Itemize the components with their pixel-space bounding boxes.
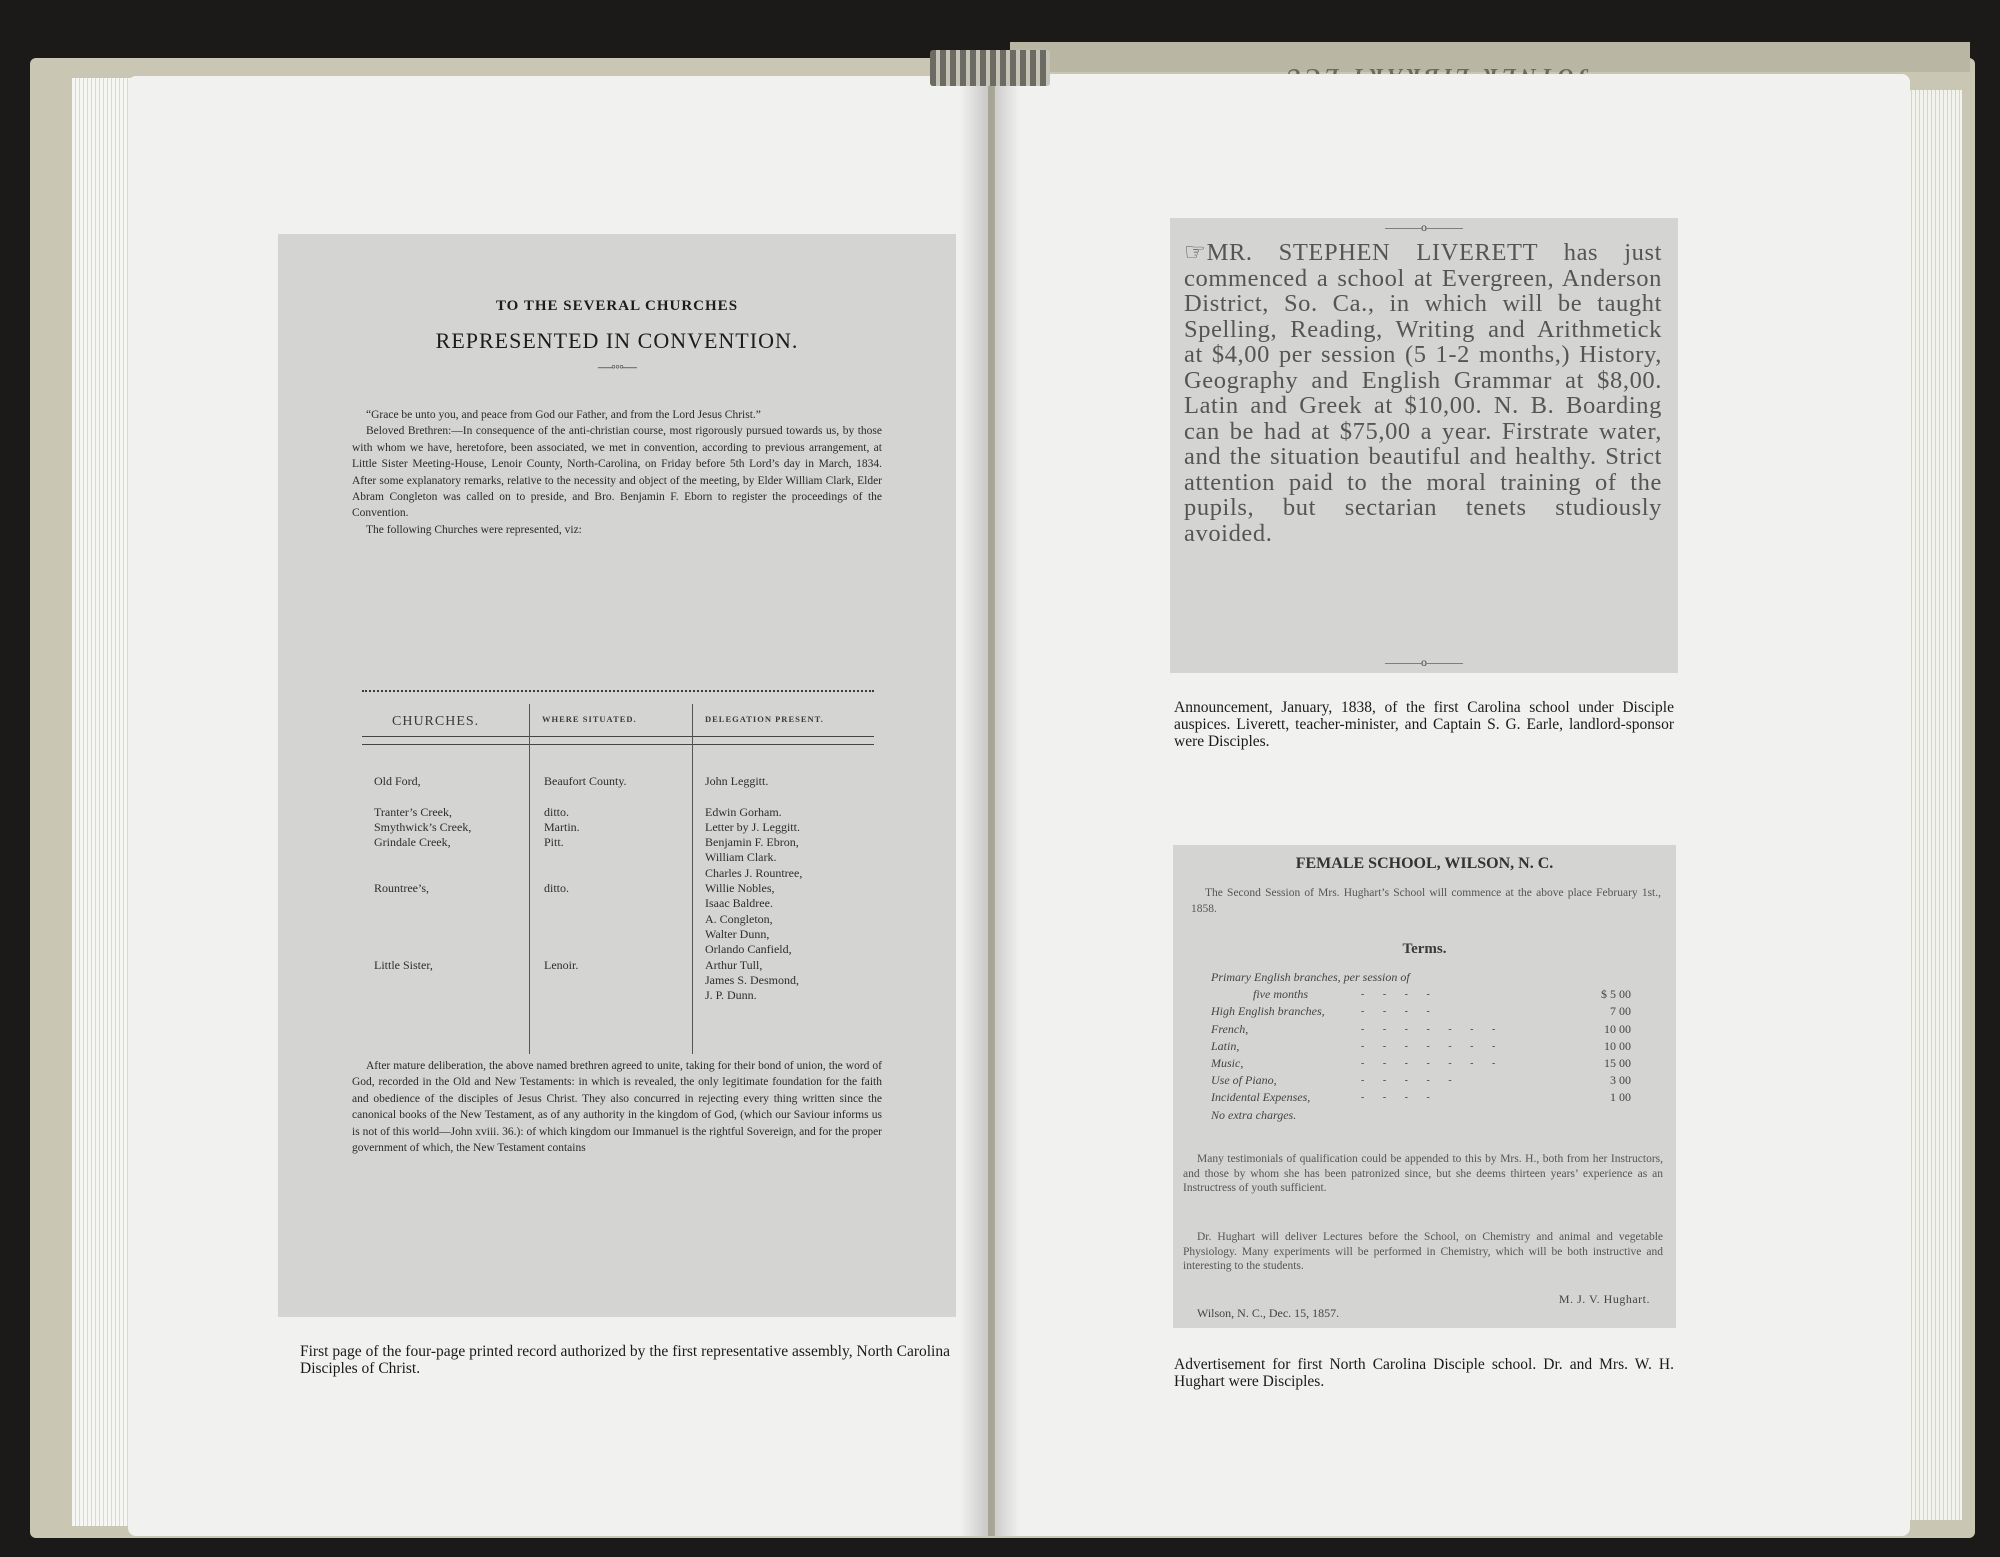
table-cell: ditto. [544,881,570,896]
term-dots: - - - - [1361,1092,1438,1104]
liverett-announcement-plate [1170,218,1678,673]
testimonials-paragraph: Many testimonials of qualification could be appended to this by Mrs. H., both from her Instructors, and those by whom she has been patronized since, but she deems thirteen years’ experience as an Instructress of youth sufficient. [1183,1153,1663,1194]
churches-intro: The following Churches were represented, viz: [366,523,582,536]
table-cell [544,896,684,911]
terms-row [1211,1055,1631,1072]
column-divider [529,704,530,1054]
table-cell [544,927,684,942]
book-gutter [960,70,1020,1536]
liverett-caption: Announcement, January, 1838, of the first Carolina school under Disciple auspices. Liverett, teacher-minister, and Captain S. G. Earle, landlord-sponsor were Disciples. [1174,699,1674,750]
term-label: French, [1211,1021,1249,1036]
opening-text [352,407,882,538]
ornament-divider: ———o——— [1385,220,1463,234]
terms-row [1211,1072,1631,1089]
table-cell [544,912,684,927]
greeting-quote: “Grace be unto you, and peace from God our Father, and from the Lord Jesus Christ.” [366,409,761,421]
term-label: Incidental Expenses, [1211,1090,1311,1105]
terms-row [1211,1003,1631,1020]
table-cell: J. P. Dunn. [705,988,757,1003]
situated-column [544,774,684,973]
term-price: 10 00 [1604,1038,1631,1053]
term-label: Use of Piano, [1211,1073,1277,1088]
table-cell: Benjamin F. Ebron, [705,835,799,850]
ornament-divider: —◦◦◦— [598,360,636,375]
table-cell: Tranter’s Creek, [374,804,452,819]
table-cell: Letter by J. Leggitt. [705,819,800,834]
female-school-caption: Advertisement for first North Carolina Disciple school. Dr. and Mrs. W. H. Hughart were Disciples. [1174,1356,1674,1390]
churches-table [362,704,874,1064]
terms-row [1211,1038,1631,1055]
header-churches: CHURCHES. [392,714,480,729]
wavy-rule [362,690,874,696]
table-cell [374,850,524,865]
ornament-divider: ———o——— [1385,655,1463,669]
terms-row [1211,1021,1631,1038]
table-cell [374,789,524,804]
dateline: Wilson, N. C., Dec. 15, 1857. [1197,1306,1340,1320]
female-school-intro: The Second Session of Mrs. Hughart’s School will commence at the above place February 1st., 1858. [1191,887,1661,915]
term-dots: - - - - - [1361,1075,1460,1087]
liverett-announcement-text: ☞MR. STEPHEN LIVERETT has just commenced a school at Evergreen, Anderson District, So. Ca., in which will be taught Spelling, Reading, Writing and Arithmetick at $4,00 per session (5 1-2 months,) History, Geography and English Grammar at $8,00. Latin and Greek at $10,00. N. B. Boarding can be had at $75,00 a year. Firstrate water, and the situation beautiful and healthy. Strict attention paid to the moral training of the pupils, but sectarian tenets studiously avoided. [1184,239,1662,547]
beloved-brethren-paragraph: Beloved Brethren:—In consequence of the anti-christian course, most rigorously pursued towards us, by those with whom we have, heretofore, been associated, we met in convention, according to previous arrangement, at Little Sister Meeting-House, Lenoir County, North-Carolina, on Friday before 5th Lord’s day in March, 1834. After some explanatory remarks, relative to the necessity and object of the meeting, by Elder William Clark, Elder Abram Congleton was called on to preside, and Bro. Benjamin F. Eborn to register the proceedings of the Convention. [352,425,882,520]
term-price: 10 00 [1604,1021,1631,1036]
table-rule [362,744,874,745]
term-price: 3 00 [1610,1073,1631,1088]
after-deliberation-paragraph: After mature deliberation, the above named brethren agreed to unite, taking for their bond of union, the word of God, recorded in the Old and New Testaments: in which is revealed, the only legitimate foundation for the faith and obedience of the disciples of Jesus Christ. They also concurred in rejecting every thing written since the canonical books of the New Testament, as of any authority in the kingdom of God, (which our Saviour informs us is not of this world—John xviii. 36.): of which kingdom our Immanuel is the rightful Sovereign, and for the proper government of which, the New Testament contains [352,1060,882,1155]
table-cell [374,896,524,911]
table-cell: Pitt. [544,835,564,850]
table-cell: Lenoir. [544,957,579,972]
left-page-edges [72,78,134,1526]
table-cell: Orlando Canfield, [705,942,792,957]
term-dots: - - - - [1361,989,1438,1001]
table-cell: Smythwick’s Creek, [374,819,472,834]
left-plate-caption: First page of the four-page printed record authorized by the first representative assembly, North Carolina Disciples of Christ. [300,1343,950,1377]
term-label: Primary English branches, per session of [1211,970,1410,984]
terms-row [1211,1107,1631,1124]
table-cell [374,942,524,957]
table-cell: Walter Dunn, [705,926,770,941]
female-school-title: FEMALE SCHOOL, WILSON, N. C. [1295,855,1554,872]
signature: M. J. V. Hughart. [1558,1292,1650,1306]
terms-row [1211,986,1631,1003]
spine-headband [930,50,1050,86]
table-cell: Old Ford, [374,774,421,788]
term-label: five months [1253,987,1308,1002]
term-dots: - - - - - - - [1361,1057,1504,1069]
term-label: Music, [1211,1055,1244,1070]
term-price: 1 00 [1610,1090,1631,1105]
term-dots: - - - - [1361,1006,1438,1018]
table-cell [544,789,684,804]
table-cell: Willie Nobles, [705,881,775,896]
table-cell [705,789,873,804]
table-cell: Charles J. Rountree, [705,865,803,880]
term-price: 15 00 [1604,1055,1631,1070]
header-situated: WHERE SITUATED. [542,714,637,724]
term-price: $ 5 00 [1601,987,1631,1002]
column-divider [692,704,693,1054]
table-cell: Grindale Creek, [374,835,451,850]
term-dots: - - - - - - - [1361,1023,1504,1035]
table-cell: Edwin Gorham. [705,804,782,819]
terms-list [1211,969,1631,1124]
table-cell: William Clark. [705,850,777,865]
closing-text [352,1058,882,1156]
term-label: No extra charges. [1211,1107,1297,1122]
table-cell: Isaac Baldree. [705,896,773,911]
table-cell: Martin. [544,819,580,834]
table-cell: James S. Desmond, [705,972,799,987]
lectures-paragraph: Dr. Hughart will deliver Lectures before the School, on Chemistry and animal and vegetable Physiology. Many experiments will be performed in Chemistry, which will be both instructive and interesting to the students. [1183,1231,1663,1272]
delegation-column [705,774,873,1003]
table-cell: Beaufort County. [544,774,627,788]
convention-record-plate [278,234,956,1317]
table-cell [544,866,684,881]
table-cell [374,927,524,942]
table-cell: John Leggitt. [705,774,769,788]
table-cell: ditto. [544,804,570,819]
table-cell: Rountree’s, [374,881,429,896]
term-label: High English branches, [1211,1004,1325,1019]
table-cell: A. Congleton, [705,911,773,926]
term-price: 7 00 [1610,1004,1631,1019]
terms-row [1211,1089,1631,1106]
term-label: Latin, [1211,1038,1240,1053]
table-cell: Arthur Tull, [705,957,763,972]
table-cell: Little Sister, [374,957,433,972]
terms-heading: Terms. [1402,941,1447,957]
header-delegation: DELEGATION PRESENT. [705,714,824,724]
term-dots: - - - - - - - [1361,1040,1504,1052]
table-cell [544,850,684,865]
plate-heading-1: TO THE SEVERAL CHURCHES [495,298,739,314]
plate-heading-2: REPRESENTED IN CONVENTION. [435,328,799,353]
churches-column [374,774,524,973]
table-cell [374,866,524,881]
table-rule [362,736,874,737]
terms-row [1211,969,1631,986]
female-school-plate [1173,845,1676,1328]
table-cell [544,942,684,957]
table-cell [374,912,524,927]
